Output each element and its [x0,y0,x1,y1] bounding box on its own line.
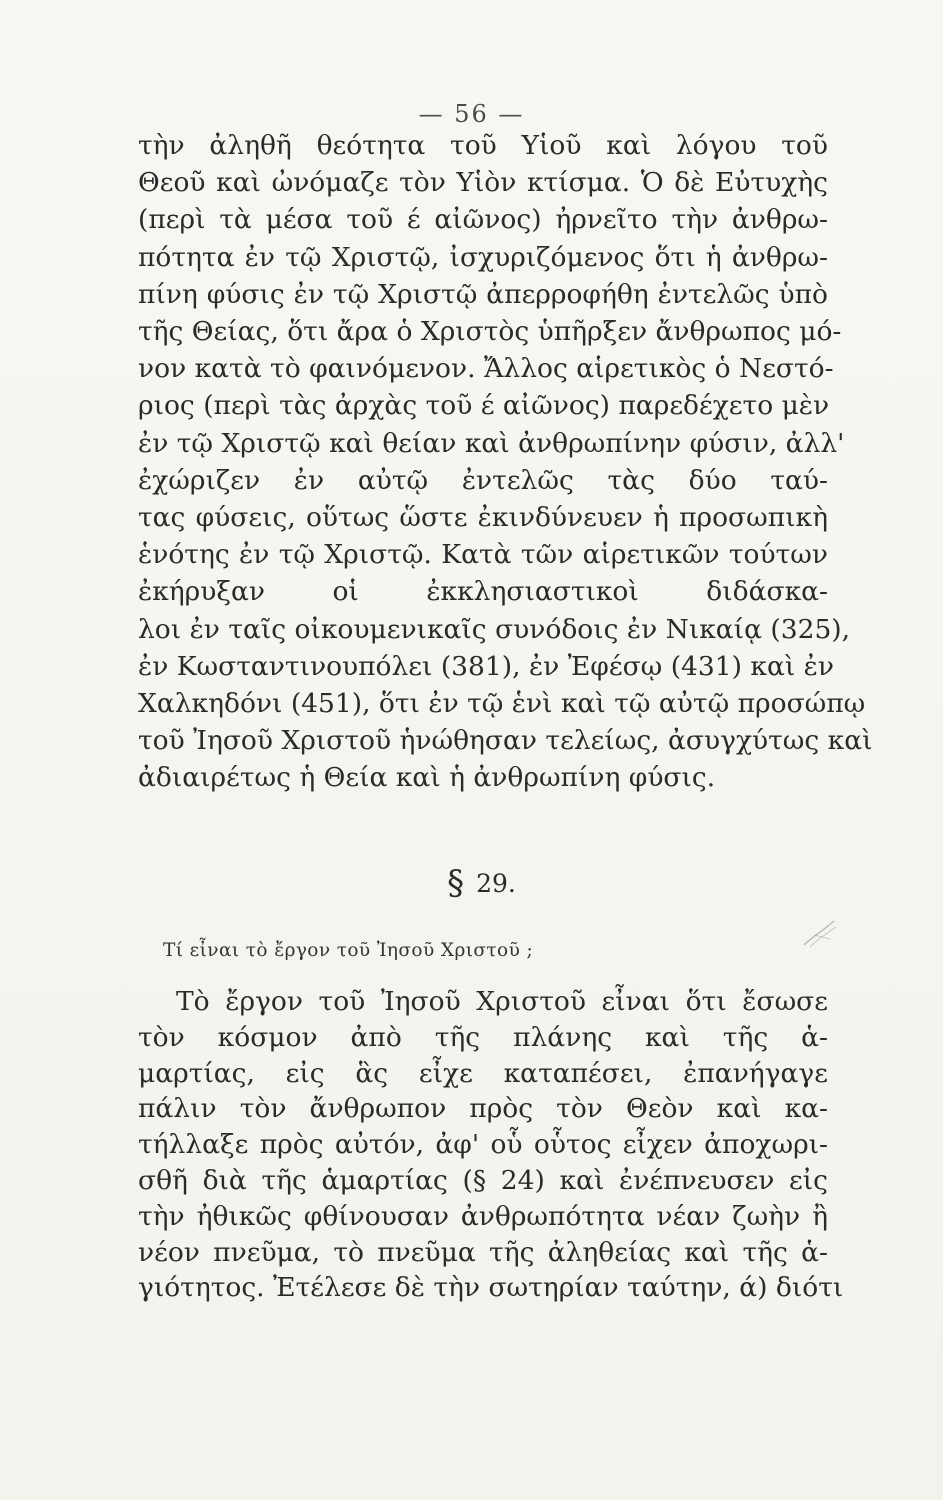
text-line: λοι ἐν ταῖς οἰκουμενικαῖς συνόδοις ἐν Νικαίᾳ (325), [138,613,851,645]
text-line: ἐν Κωσταντινουπόλει (381), ἐν Ἐφέσῳ (431) καὶ ἐν [138,650,835,682]
text-line: νέον πνεῦμα, τὸ πνεῦμα τῆς ἀληθείας καὶ τῆς ἁ- [138,1236,828,1268]
text-line: ἐχώριζεν ἐν αὐτῷ ἐντελῶς τὰς δύο ταύ- [138,464,828,496]
pencil-mark-icon [800,915,840,955]
text-line: σθῆ διὰ τῆς ἁμαρτίας (§ 24) καὶ ἐνέπνευσεν εἰς [138,1164,828,1196]
page-number: — 56 — [418,100,525,128]
text-line: τὸν κόσμον ἀπὸ τῆς πλάνης καὶ τῆς ἁ- [138,1021,828,1053]
text-line: ἀδιαιρέτως ἡ Θεία καὶ ἡ ἀνθρωπίνη φύσις. [138,762,716,794]
text-line: ἐκήρυξαν οἱ ἐκκλησιαστικοὶ διδάσκα- [138,576,828,608]
text-line: τήλλαξε πρὸς αὐτόν, ἀφ' οὗ οὗτος εἶχεν ἀποχωρι- [138,1129,828,1161]
text-line: ἐν τῷ Χριστῷ καὶ θείαν καὶ ἀνθρωπίνην φύσιν, ἀλλ' [138,427,845,459]
answer-paragraph [138,984,844,1306]
body-paragraph [138,127,873,797]
text-line: (περὶ τὰ μέσα τοῦ έ αἰῶνος) ἠρνεῖτο τὴν ἀνθρω- [138,204,828,236]
text-line: ριος (περὶ τὰς ἀρχὰς τοῦ έ αἰῶνος) παρεδέχετο μὲν [138,390,830,422]
text-line: ἑνότης ἐν τῷ Χριστῷ. Κατὰ τῶν αἱρετικῶν τούτων [138,539,828,571]
section-sign: § [447,863,465,903]
text-line: μαρτίας, εἰς ἃς εἶχε καταπέσει, ἐπανήγαγε [138,1057,828,1089]
question-heading: Τί εἶναι τὸ ἔργον τοῦ Ἰησοῦ Χριστοῦ ; [163,940,534,961]
text-line: γιότητος. Ἐτέλεσε δὲ τὴν σωτηρίαν ταύτην, ά) διότι [138,1272,844,1304]
text-line: Χαλκηδόνι (451), ὅτι ἐν τῷ ἑνὶ καὶ τῷ αὐτῷ προσώπῳ [138,688,866,720]
section-heading [0,863,943,903]
text-line: Τὸ ἔργον τοῦ Ἰησοῦ Χριστοῦ εἶναι ὅτι ἔσωσε [176,986,828,1017]
text-line: νον κατὰ τὸ φαινόμενον. Ἄλλος αἱρετικὸς ὁ Νεστό- [138,353,834,385]
text-line: τὴν ἀληθῆ θεότητα τοῦ Υἱοῦ καὶ λόγου τοῦ [138,130,828,161]
text-line: τοῦ Ἰησοῦ Χριστοῦ ἡνώθησαν τελείως, ἀσυγχύτως καὶ [138,725,873,757]
text-line: τὴν ἠθικῶς φθίνουσαν ἀνθρωπότητα νέαν ζωὴν ἢ [138,1200,828,1232]
text-line: πάλιν τὸν ἄνθρωπον πρὸς τὸν Θεὸν καὶ κα- [138,1093,828,1125]
text-line: πίνη φύσις ἐν τῷ Χριστῷ ἀπερροφήθη ἐντελῶς ὑπὸ [138,278,828,310]
text-line: τῆς Θείας, ὅτι ἄρα ὁ Χριστὸς ὑπῆρξεν ἄνθρωπος μό- [138,316,842,348]
section-number: 29. [476,869,516,898]
text-line: Θεοῦ καὶ ὠνόμαζε τὸν Υἱὸν κτίσμα. Ὁ δὲ Εὐτυχὴς [138,167,828,199]
text-line: πότητα ἐν τῷ Χριστῷ, ἰσχυριζόμενος ὅτι ἡ ἀνθρω- [138,241,828,273]
text-line: τας φύσεις, οὕτως ὥστε ἐκινδύνευεν ἡ προσωπικὴ [138,502,828,534]
